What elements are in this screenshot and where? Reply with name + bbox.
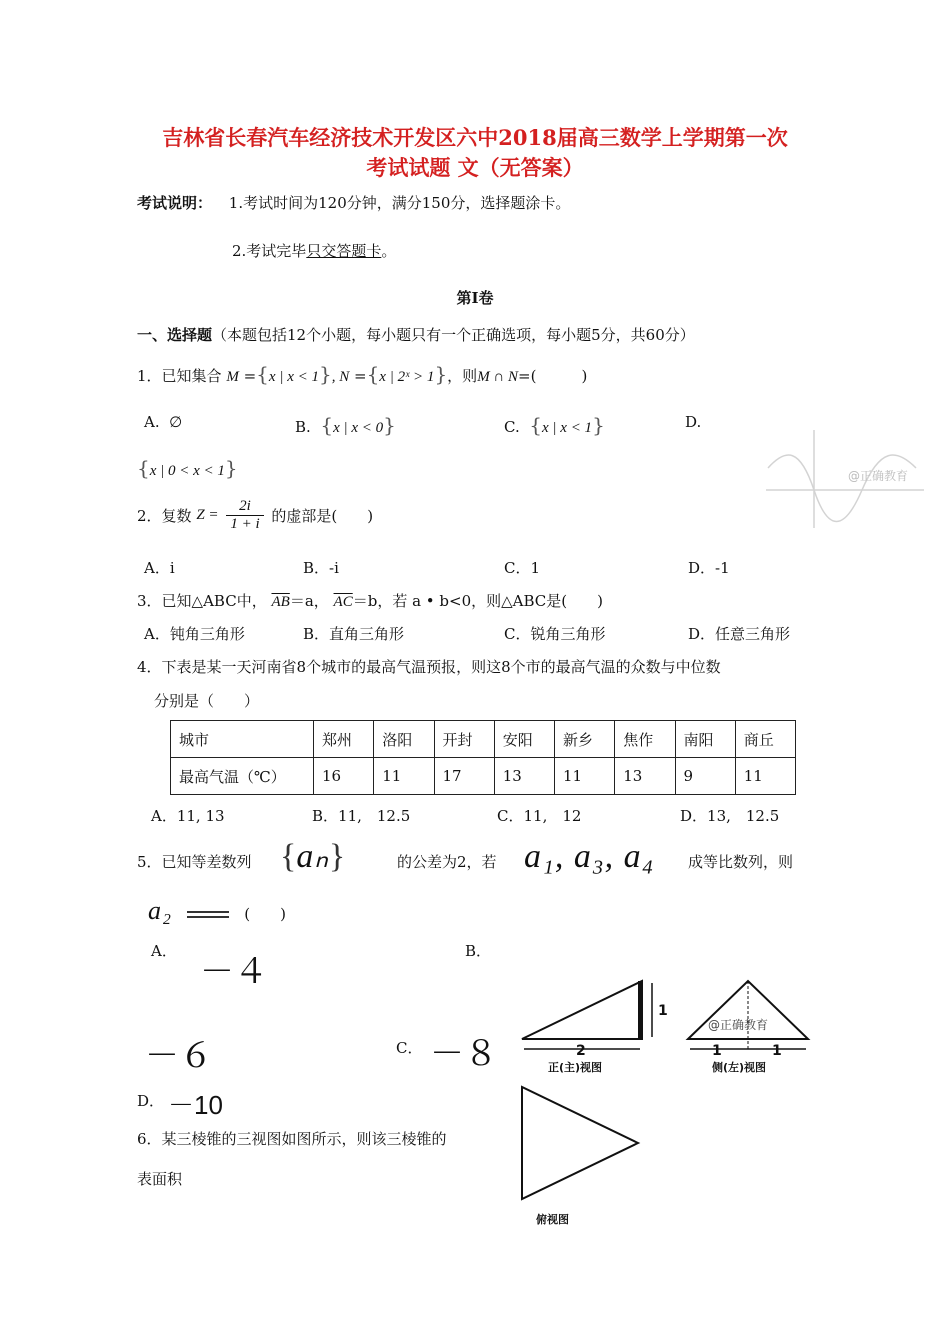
question-5-option-b: －６ — [145, 1037, 213, 1075]
question-6-stem-line1: 6．某三棱锥的三视图如图所示，则该三棱锥的 — [137, 1130, 447, 1148]
question-5-sequence: {aₙ} — [280, 838, 346, 875]
question-6-stem-line2: 表面积 — [137, 1170, 183, 1188]
question-4-option-c: C．11, 12 — [497, 807, 582, 825]
table-cell: 13 — [494, 758, 554, 795]
question-3-option-b: B．直角三角形 — [303, 625, 405, 643]
table-cell: 11 — [735, 758, 795, 795]
front-view-label: 正(主)视图 — [548, 1061, 603, 1074]
question-2-option-c: C．1 — [504, 559, 541, 577]
question-1-option-d-label: D. — [685, 413, 702, 431]
fraction: $\frac{2i}{1 + i}$ — [226, 498, 263, 533]
front-view — [522, 981, 652, 1049]
question-5-prefix: 5．已知等差数列 — [137, 853, 252, 871]
question-4-stem-line1: 4．下表是某一天河南省8个城市的最高气温预报，则这8个市的最高气温的众数与中位数 — [137, 658, 721, 676]
table-row — [171, 758, 796, 795]
table-header-cell: 商丘 — [735, 721, 795, 758]
table-cell: 16 — [314, 758, 374, 795]
instruction-item-1: 1.考试时间为120分钟，满分150分，选择题涂卡。 — [228, 194, 571, 212]
figure-watermark: @正确教育 — [708, 1018, 769, 1032]
question-5-option-a: －４ — [200, 953, 268, 991]
question-1-option-c: C. {x | x < 1} — [504, 413, 605, 437]
front-width-label: 2 — [576, 1043, 586, 1059]
front-view-triangle — [522, 981, 642, 1039]
watermark-sine-curve — [768, 455, 916, 521]
question-4-option-b: B．11, 12.5 — [312, 807, 411, 825]
answer-sheet-note: 只交答题卡 — [306, 242, 382, 260]
question-2-option-d: D．-1 — [688, 559, 730, 577]
question-5-terms: a₁, a₃, a₄ — [524, 838, 655, 875]
question-5-option-d: －10 — [168, 1090, 223, 1120]
question-3-stem: 3．已知△ABC中， $\overline{AB}=a$， $\overline{AC}=b$，若 a • b<0，则△ABC是( ) — [137, 592, 603, 610]
question-2-option-a: A．i — [144, 559, 175, 577]
side-view-label: 侧(左)视图 — [712, 1061, 767, 1074]
three-view-figure — [512, 975, 822, 1235]
table-header-cell: 城市 — [171, 721, 314, 758]
equals-sign — [187, 911, 229, 918]
question-5-option-b-label: B． — [465, 942, 492, 960]
side-left-label: 1 — [712, 1043, 722, 1059]
question-1-option-a: A. ∅ — [144, 413, 183, 431]
question-4-option-d: D．13, 12.5 — [680, 807, 780, 825]
question-5-suffix: 成等比数列，则 — [688, 853, 794, 871]
question-3-option-a: A．钝角三角形 — [144, 625, 245, 643]
top-view-triangle — [522, 1087, 638, 1199]
table-header-cell: 南阳 — [675, 721, 735, 758]
question-1-option-d: {x | 0 < x < 1} — [137, 456, 238, 480]
watermark-text: @正确教育 — [848, 469, 909, 483]
table-cell: 最高气温（℃） — [171, 758, 314, 795]
question-3-option-c: C．锐角三角形 — [504, 625, 606, 643]
table-cell: 9 — [675, 758, 735, 795]
section-heading: 一、选择题（本题包括12个小题，每小题只有一个正确选项，每小题5分，共60分） — [137, 326, 695, 344]
question-3-option-d: D．任意三角形 — [688, 625, 791, 643]
temperature-table — [170, 720, 796, 795]
side-view — [688, 981, 808, 1049]
table-header-cell: 安阳 — [494, 721, 554, 758]
top-view-label: 俯视图 — [536, 1213, 569, 1226]
side-right-label: 1 — [772, 1043, 782, 1059]
question-5-option-a-label: A． — [151, 942, 177, 960]
table-header-cell: 开封 — [434, 721, 494, 758]
question-2-stem: 2．复数 Z = $\frac{2i}{1 + i}$ 的虚部是( ) — [137, 498, 374, 532]
table-cell: 11 — [555, 758, 615, 795]
table-cell: 13 — [615, 758, 675, 795]
question-4-stem-line2: 分别是（ ） — [154, 692, 260, 710]
document-title-line2: 考试试题 文（无答案） — [366, 155, 584, 180]
question-1-stem: 1．已知集合 M ={x | x < 1}, N ={x | 2ˣ > 1}，则M ∩ N=( ) — [137, 362, 588, 386]
question-5-option-d-label: D． — [137, 1092, 165, 1110]
table-header-cell: 郑州 — [314, 721, 374, 758]
instruction-item-2: 2.考试完毕只交答题卡。 — [232, 242, 397, 260]
table-header-cell: 焦作 — [615, 721, 675, 758]
table-row-header — [171, 721, 796, 758]
question-5-answer-line: a₂ ( ) — [148, 896, 286, 925]
table-header-cell: 洛阳 — [374, 721, 434, 758]
document-title-line1: 吉林省长春汽车经济技术开发区六中2018届高三数学上学期第一次 — [162, 125, 788, 150]
question-5-mid: 的公差为2，若 — [397, 853, 497, 871]
faded-sine-graph-watermark — [766, 428, 926, 530]
question-1-option-b: B. {x | x < 0} — [295, 413, 396, 437]
table-cell: 17 — [434, 758, 494, 795]
volume-title: 第Ⅰ卷 — [456, 289, 494, 307]
instructions-label: 考试说明： — [137, 194, 213, 212]
instructions — [137, 192, 570, 213]
question-4-option-a: A．11, 13 — [151, 807, 225, 825]
question-5-option-c-label: C． — [396, 1039, 423, 1057]
front-height-label: 1 — [658, 1003, 668, 1019]
question-2-option-b: B．-i — [303, 559, 339, 577]
question-5-option-c: －８ — [430, 1035, 498, 1073]
table-header-cell: 新乡 — [555, 721, 615, 758]
table-cell: 11 — [374, 758, 434, 795]
